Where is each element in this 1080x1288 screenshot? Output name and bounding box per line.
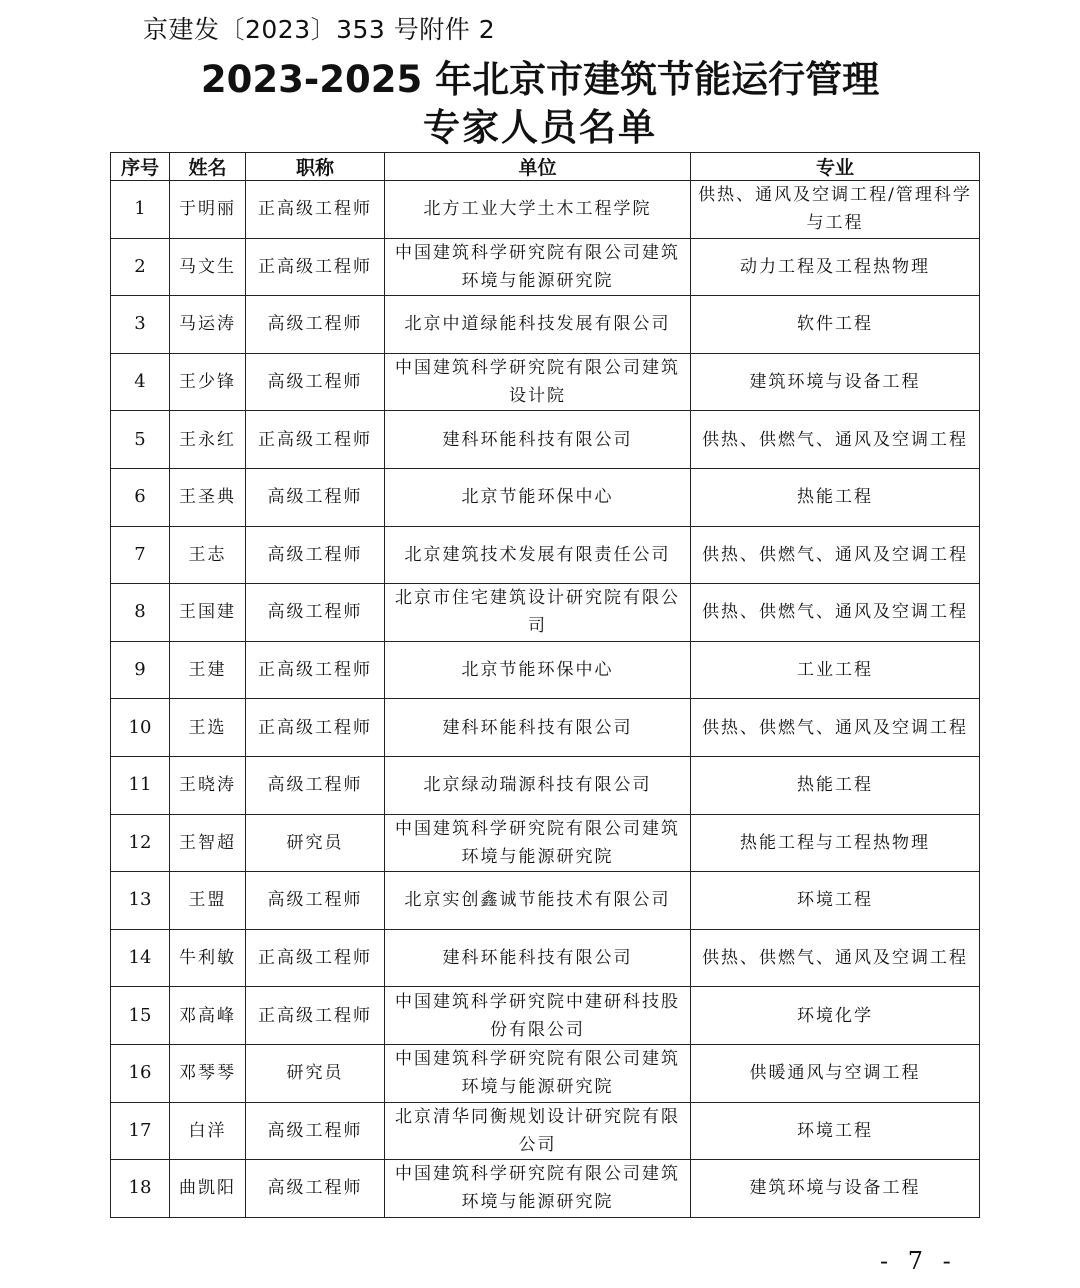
page-number: - 7 - bbox=[880, 1247, 957, 1275]
specialty: 热能工程 bbox=[691, 756, 980, 814]
professional-title: 高级工程师 bbox=[246, 1102, 385, 1160]
specialty: 供热、供燃气、通风及空调工程 bbox=[691, 526, 980, 584]
organization: 北京清华同衡规划设计研究院有限公司 bbox=[385, 1102, 691, 1160]
row-index: 7 bbox=[111, 526, 170, 584]
document-title-line-2: 专家人员名单 bbox=[423, 106, 657, 149]
document-title-line-1: 2023-2025 年北京市建筑节能运行管理 bbox=[200, 58, 880, 101]
table-row bbox=[111, 584, 980, 642]
specialty: 环境工程 bbox=[691, 1102, 980, 1160]
professional-title: 研究员 bbox=[246, 1044, 385, 1102]
specialty: 建筑环境与设备工程 bbox=[691, 353, 980, 411]
organization: 建科环能科技有限公司 bbox=[385, 699, 691, 757]
professional-title: 高级工程师 bbox=[246, 584, 385, 642]
row-index: 12 bbox=[111, 814, 170, 872]
expert-name: 白洋 bbox=[170, 1102, 246, 1160]
table-row bbox=[111, 353, 980, 411]
table-row bbox=[111, 1044, 980, 1102]
organization: 北京绿动瑞源科技有限公司 bbox=[385, 756, 691, 814]
specialty: 建筑环境与设备工程 bbox=[691, 1160, 980, 1218]
table-header-row bbox=[111, 153, 980, 181]
row-index: 3 bbox=[111, 296, 170, 354]
table-row bbox=[111, 238, 980, 296]
professional-title: 高级工程师 bbox=[246, 468, 385, 526]
professional-title: 正高级工程师 bbox=[246, 238, 385, 296]
expert-name: 曲凯阳 bbox=[170, 1160, 246, 1218]
expert-name: 王选 bbox=[170, 699, 246, 757]
organization: 北方工业大学土木工程学院 bbox=[385, 181, 691, 239]
specialty: 供暖通风与空调工程 bbox=[691, 1044, 980, 1102]
organization: 北京实创鑫诚节能技术有限公司 bbox=[385, 872, 691, 930]
row-index: 4 bbox=[111, 353, 170, 411]
organization: 中国建筑科学研究院有限公司建筑设计院 bbox=[385, 353, 691, 411]
professional-title: 高级工程师 bbox=[246, 1160, 385, 1218]
organization: 中国建筑科学研究院中建研科技股份有限公司 bbox=[385, 987, 691, 1045]
row-index: 14 bbox=[111, 929, 170, 987]
organization: 北京建筑技术发展有限责任公司 bbox=[385, 526, 691, 584]
table-row bbox=[111, 929, 980, 987]
specialty: 工业工程 bbox=[691, 641, 980, 699]
expert-name: 马文生 bbox=[170, 238, 246, 296]
table-row bbox=[111, 526, 980, 584]
document-reference: 京建发〔2023〕353 号附件 2 bbox=[143, 15, 496, 44]
table-row bbox=[111, 641, 980, 699]
expert-name: 马运涛 bbox=[170, 296, 246, 354]
row-index: 9 bbox=[111, 641, 170, 699]
row-index: 16 bbox=[111, 1044, 170, 1102]
table-row bbox=[111, 468, 980, 526]
expert-name: 王晓涛 bbox=[170, 756, 246, 814]
table-body bbox=[111, 181, 980, 1218]
professional-title: 正高级工程师 bbox=[246, 987, 385, 1045]
column-header-name: 姓名 bbox=[170, 153, 246, 181]
expert-name: 王国建 bbox=[170, 584, 246, 642]
professional-title: 正高级工程师 bbox=[246, 929, 385, 987]
specialty: 环境工程 bbox=[691, 872, 980, 930]
professional-title: 高级工程师 bbox=[246, 296, 385, 354]
expert-name: 王盟 bbox=[170, 872, 246, 930]
professional-title: 正高级工程师 bbox=[246, 699, 385, 757]
expert-name: 王少锋 bbox=[170, 353, 246, 411]
table-row bbox=[111, 987, 980, 1045]
table-row bbox=[111, 814, 980, 872]
column-header-organization: 单位 bbox=[385, 153, 691, 181]
row-index: 18 bbox=[111, 1160, 170, 1218]
expert-name: 邓高峰 bbox=[170, 987, 246, 1045]
professional-title: 研究员 bbox=[246, 814, 385, 872]
row-index: 8 bbox=[111, 584, 170, 642]
specialty: 动力工程及工程热物理 bbox=[691, 238, 980, 296]
expert-name: 王永红 bbox=[170, 411, 246, 469]
organization: 北京中道绿能科技发展有限公司 bbox=[385, 296, 691, 354]
organization: 中国建筑科学研究院有限公司建筑环境与能源研究院 bbox=[385, 1160, 691, 1218]
table-row bbox=[111, 1102, 980, 1160]
row-index: 10 bbox=[111, 699, 170, 757]
row-index: 6 bbox=[111, 468, 170, 526]
specialty: 供热、供燃气、通风及空调工程 bbox=[691, 929, 980, 987]
expert-roster-table bbox=[110, 152, 980, 1218]
table-row bbox=[111, 756, 980, 814]
column-header-title: 职称 bbox=[246, 153, 385, 181]
professional-title: 高级工程师 bbox=[246, 526, 385, 584]
row-index: 1 bbox=[111, 181, 170, 239]
column-header-index: 序号 bbox=[111, 153, 170, 181]
expert-name: 王建 bbox=[170, 641, 246, 699]
column-header-specialty: 专业 bbox=[691, 153, 980, 181]
row-index: 5 bbox=[111, 411, 170, 469]
expert-name: 牛利敏 bbox=[170, 929, 246, 987]
professional-title: 高级工程师 bbox=[246, 756, 385, 814]
organization: 北京节能环保中心 bbox=[385, 641, 691, 699]
row-index: 13 bbox=[111, 872, 170, 930]
row-index: 2 bbox=[111, 238, 170, 296]
organization: 建科环能科技有限公司 bbox=[385, 929, 691, 987]
row-index: 11 bbox=[111, 756, 170, 814]
organization: 建科环能科技有限公司 bbox=[385, 411, 691, 469]
table-row bbox=[111, 699, 980, 757]
table-row bbox=[111, 1160, 980, 1218]
specialty: 供热、通风及空调工程/管理科学与工程 bbox=[691, 181, 980, 239]
specialty: 供热、供燃气、通风及空调工程 bbox=[691, 584, 980, 642]
expert-name: 王智超 bbox=[170, 814, 246, 872]
row-index: 17 bbox=[111, 1102, 170, 1160]
organization: 中国建筑科学研究院有限公司建筑环境与能源研究院 bbox=[385, 1044, 691, 1102]
specialty: 软件工程 bbox=[691, 296, 980, 354]
professional-title: 正高级工程师 bbox=[246, 181, 385, 239]
expert-name: 王志 bbox=[170, 526, 246, 584]
expert-name: 于明丽 bbox=[170, 181, 246, 239]
organization: 中国建筑科学研究院有限公司建筑环境与能源研究院 bbox=[385, 238, 691, 296]
specialty: 环境化学 bbox=[691, 987, 980, 1045]
specialty: 热能工程与工程热物理 bbox=[691, 814, 980, 872]
specialty: 热能工程 bbox=[691, 468, 980, 526]
expert-name: 邓琴琴 bbox=[170, 1044, 246, 1102]
table-row bbox=[111, 181, 980, 239]
professional-title: 高级工程师 bbox=[246, 353, 385, 411]
row-index: 15 bbox=[111, 987, 170, 1045]
expert-name: 王圣典 bbox=[170, 468, 246, 526]
organization: 北京市住宅建筑设计研究院有限公司 bbox=[385, 584, 691, 642]
professional-title: 正高级工程师 bbox=[246, 641, 385, 699]
professional-title: 高级工程师 bbox=[246, 872, 385, 930]
specialty: 供热、供燃气、通风及空调工程 bbox=[691, 411, 980, 469]
professional-title: 正高级工程师 bbox=[246, 411, 385, 469]
organization: 中国建筑科学研究院有限公司建筑环境与能源研究院 bbox=[385, 814, 691, 872]
specialty: 供热、供燃气、通风及空调工程 bbox=[691, 699, 980, 757]
table-row bbox=[111, 411, 980, 469]
table-row bbox=[111, 872, 980, 930]
table-row bbox=[111, 296, 980, 354]
organization: 北京节能环保中心 bbox=[385, 468, 691, 526]
